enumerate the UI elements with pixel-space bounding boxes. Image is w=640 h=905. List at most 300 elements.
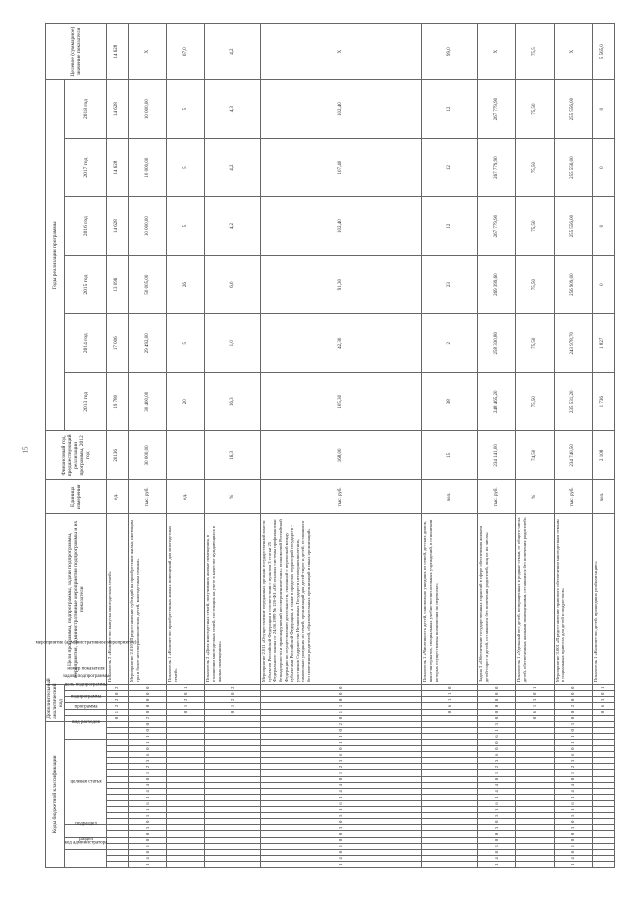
target-value-cell: 99,0 bbox=[422, 24, 478, 80]
code-digit-cell bbox=[592, 727, 614, 733]
value-2015-cell: 23 bbox=[422, 255, 478, 314]
code-digit-cell bbox=[167, 752, 205, 758]
unit-cell: чел. bbox=[422, 480, 478, 514]
value-2017-cell: 0 bbox=[592, 138, 614, 197]
code-digit-cell bbox=[592, 776, 614, 782]
code-digit-cell: 0 bbox=[516, 691, 554, 697]
table-row bbox=[107, 24, 129, 868]
code-digit-cell: 0 bbox=[478, 685, 516, 691]
value-2016-cell: 255 556,00 bbox=[554, 197, 592, 256]
code-digit-cell bbox=[516, 764, 554, 770]
code-digit-cell bbox=[422, 746, 478, 752]
value-2018-cell: 12 bbox=[422, 80, 478, 139]
code-digit-cell bbox=[516, 813, 554, 819]
code-digit-cell: 6 bbox=[478, 752, 516, 758]
code-digit-cell bbox=[516, 825, 554, 831]
code-digit-cell bbox=[167, 837, 205, 843]
value-2013-cell: 248 465,20 bbox=[478, 372, 516, 431]
code-digit-cell: 0 bbox=[478, 709, 516, 715]
value-2016-cell: 5 bbox=[167, 197, 205, 256]
code-digit-cell bbox=[592, 807, 614, 813]
event-code-header: мероприятие (административное мероприятие) bbox=[65, 691, 107, 697]
code-digit-cell: 0 bbox=[478, 819, 516, 825]
indicator-name-cell: Показатель 1 «Численность детей, самовольно ушедших из семей, детских домов, школ-интернатов, специальных учебно-воспитательных учреждений, в отношении которых осуществлены полномочия по перевозке» bbox=[422, 514, 478, 685]
code-digit-cell bbox=[107, 782, 129, 788]
value-2013-cell: 105,30 bbox=[261, 372, 422, 431]
code-digit-cell bbox=[592, 855, 614, 861]
code-digit-cell: 0 bbox=[554, 831, 592, 837]
code-digit-cell: 1 bbox=[516, 703, 554, 709]
table-row bbox=[592, 24, 614, 868]
indicator-name-cell: Показатель 2 «Доля многодетных семей, получивших жилые помещения, в отношении многодетных семей, состоящих на учете в качестве нуждающихся в жилых помещениях» bbox=[205, 514, 261, 685]
code-digit-cell: 0 bbox=[128, 703, 166, 709]
code-digit-cell: 0 bbox=[261, 819, 422, 825]
code-digit-cell bbox=[205, 727, 261, 733]
code-digit-cell bbox=[167, 807, 205, 813]
code-digit-cell bbox=[205, 800, 261, 806]
value-2014-cell: 258 330,80 bbox=[478, 314, 516, 373]
code-digit-cell bbox=[205, 776, 261, 782]
code-digit-cell bbox=[107, 843, 129, 849]
code-digit-cell bbox=[107, 776, 129, 782]
code-digit-cell: 1 bbox=[478, 770, 516, 776]
base-year-header: Финансовый год, предшествующий реализации программы, 2012 год bbox=[46, 431, 107, 480]
code-digit-cell: 0 bbox=[478, 776, 516, 782]
code-digit-cell bbox=[167, 733, 205, 739]
code-digit-cell: 2 bbox=[128, 764, 166, 770]
code-digit-cell bbox=[167, 740, 205, 746]
code-digit-cell bbox=[167, 715, 205, 721]
code-digit-cell: 5 bbox=[128, 813, 166, 819]
code-digit-cell: 1 bbox=[261, 703, 422, 709]
code-digit-cell bbox=[167, 819, 205, 825]
code-digit-cell bbox=[167, 764, 205, 770]
value-2017-cell: 12 bbox=[422, 138, 478, 197]
code-digit-cell bbox=[516, 727, 554, 733]
code-digit-cell bbox=[107, 733, 129, 739]
code-digit-cell bbox=[167, 721, 205, 727]
code-digit-cell: 0 bbox=[554, 697, 592, 703]
code-digit-cell: 6 bbox=[128, 800, 166, 806]
base-year-value-cell: 168,00 bbox=[261, 431, 422, 480]
code-digit-cell bbox=[107, 788, 129, 794]
code-digit-cell bbox=[422, 843, 478, 849]
code-digit-cell bbox=[422, 819, 478, 825]
unit-cell: чел. bbox=[592, 480, 614, 514]
code-digit-cell bbox=[422, 800, 478, 806]
value-2018-cell: 255 556,00 bbox=[554, 80, 592, 139]
task-code-header: задача подпрограммы bbox=[65, 697, 107, 703]
value-2017-cell: 10 000,00 bbox=[128, 138, 166, 197]
year-2018-header: 2018 год bbox=[65, 80, 107, 139]
code-digit-cell bbox=[422, 715, 478, 721]
code-digit-cell: 0 bbox=[478, 697, 516, 703]
base-year-value-cell: 16,3 bbox=[205, 431, 261, 480]
code-digit-cell: 3 bbox=[478, 758, 516, 764]
code-digit-cell bbox=[107, 849, 129, 855]
code-digit-cell: 1 bbox=[554, 807, 592, 813]
table-body bbox=[107, 24, 615, 868]
code-digit-cell: 1 bbox=[261, 733, 422, 739]
code-digit-cell bbox=[516, 752, 554, 758]
value-2014-cell: 42,30 bbox=[261, 314, 422, 373]
value-2016-cell: 12 bbox=[422, 197, 478, 256]
base-year-value-cell bbox=[167, 431, 205, 480]
code-digit-cell: 8 bbox=[128, 849, 166, 855]
code-digit-cell bbox=[167, 776, 205, 782]
target-header: Целевое (суммарное) значение показателя bbox=[46, 24, 107, 80]
code-digit-cell bbox=[167, 855, 205, 861]
code-digit-cell bbox=[205, 813, 261, 819]
code-digit-cell: 3 bbox=[516, 697, 554, 703]
code-digit-cell bbox=[516, 758, 554, 764]
code-digit-cell: 8 bbox=[261, 849, 422, 855]
code-digit-cell: 1 bbox=[167, 685, 205, 691]
code-digit-cell bbox=[205, 740, 261, 746]
code-digit-cell: 1 bbox=[554, 740, 592, 746]
indicator-name-cell: Задача 3 «Обеспечение государственных гарантий в сфере обеспечения жильем детей-сирот и детей, оставшихся без попечения родителей, лиц из их числа» bbox=[478, 514, 516, 685]
code-digit-cell: 0 bbox=[554, 837, 592, 843]
value-2015-cell: 91,30 bbox=[261, 255, 422, 314]
code-digit-cell bbox=[592, 770, 614, 776]
code-digit-cell bbox=[107, 807, 129, 813]
code-digit-cell bbox=[422, 788, 478, 794]
code-digit-cell bbox=[107, 831, 129, 837]
code-digit-cell: 0 bbox=[128, 837, 166, 843]
target-value-cell: 75,5 bbox=[516, 24, 554, 80]
value-2013-cell: 38 bbox=[422, 372, 478, 431]
unit-cell: тыс. руб. bbox=[261, 480, 422, 514]
code-digit-cell bbox=[107, 819, 129, 825]
code-digit-cell: 0 bbox=[261, 697, 422, 703]
code-digit-cell: 8 bbox=[478, 849, 516, 855]
page-number: 15 bbox=[21, 446, 30, 454]
target-article-header: целевая статья bbox=[65, 740, 107, 825]
code-digit-cell bbox=[592, 752, 614, 758]
code-digit-cell: 0 bbox=[516, 715, 554, 721]
code-digit-cell: 0 bbox=[478, 740, 516, 746]
code-digit-cell: 2 bbox=[205, 685, 261, 691]
code-digit-cell: 0 bbox=[478, 691, 516, 697]
code-digit-cell bbox=[107, 721, 129, 727]
unit-cell: тыс. руб. bbox=[554, 480, 592, 514]
code-digit-cell: 0 bbox=[128, 709, 166, 715]
code-digit-cell: 1 bbox=[478, 861, 516, 867]
code-digit-cell: 1 bbox=[592, 685, 614, 691]
code-digit-cell bbox=[422, 831, 478, 837]
code-digit-cell: 0 bbox=[478, 703, 516, 709]
code-digit-cell: 1 bbox=[422, 697, 478, 703]
code-digit-cell bbox=[422, 740, 478, 746]
code-digit-cell bbox=[205, 861, 261, 867]
code-digit-cell bbox=[107, 855, 129, 861]
table-row bbox=[128, 24, 166, 868]
code-digit-cell: 0 bbox=[592, 691, 614, 697]
code-digit-cell bbox=[167, 843, 205, 849]
code-digit-cell: 3 bbox=[261, 825, 422, 831]
code-digit-cell: 0 bbox=[478, 831, 516, 837]
code-digit-cell: 3 bbox=[128, 825, 166, 831]
code-digit-cell: 0 bbox=[478, 837, 516, 843]
code-digit-cell bbox=[516, 800, 554, 806]
code-digit-cell: 2 bbox=[478, 764, 516, 770]
code-digit-cell bbox=[167, 758, 205, 764]
code-digit-cell bbox=[167, 794, 205, 800]
code-digit-cell bbox=[107, 727, 129, 733]
code-digit-cell: 0 bbox=[261, 685, 422, 691]
table-row bbox=[478, 24, 516, 868]
code-digit-cell bbox=[516, 861, 554, 867]
table-row bbox=[516, 24, 554, 868]
code-digit-cell: 3 bbox=[554, 721, 592, 727]
code-digit-cell: 4 bbox=[554, 788, 592, 794]
code-digit-cell: 5 bbox=[261, 813, 422, 819]
target-value-cell: 67,0 bbox=[167, 24, 205, 80]
value-2017-cell: 255 556,00 bbox=[554, 138, 592, 197]
code-digit-cell bbox=[205, 733, 261, 739]
code-digit-cell: 2 bbox=[261, 721, 422, 727]
code-digit-cell: 0 bbox=[128, 831, 166, 837]
code-digit-cell bbox=[422, 721, 478, 727]
value-2016-cell: 75,50 bbox=[516, 197, 554, 256]
section-header: раздел bbox=[65, 837, 107, 849]
code-digit-cell: 0 bbox=[128, 727, 166, 733]
code-digit-cell bbox=[205, 831, 261, 837]
base-year-value-cell: 2 108 bbox=[592, 431, 614, 480]
code-digit-cell: 1 bbox=[128, 807, 166, 813]
value-2017-cell: 267 779,90 bbox=[478, 138, 516, 197]
value-2015-cell: 50 005,00 bbox=[128, 255, 166, 314]
goals-header: Цели программы, подпрограммы, задачи подпрограммы, мероприятия, административные мероприятия подпрограммы и их показатели bbox=[46, 514, 107, 685]
code-digit-cell bbox=[516, 788, 554, 794]
indicator-name-cell: Показатель 1 «Количество детей, прошедших реабилитацию» bbox=[592, 514, 614, 685]
code-digit-cell: 3 bbox=[128, 758, 166, 764]
code-digit-cell bbox=[592, 831, 614, 837]
code-digit-cell bbox=[592, 794, 614, 800]
code-digit-cell bbox=[592, 740, 614, 746]
code-digit-cell bbox=[107, 752, 129, 758]
code-digit-cell: 6 bbox=[128, 752, 166, 758]
indicator-name-cell: Мероприятие 3.001 «Предоставление правового обеспечения многодетным семьям в социальных приютах для детей и подростков» bbox=[554, 514, 592, 685]
code-digit-cell: 0 bbox=[107, 715, 129, 721]
indicator-name-cell: Показатель 1 «Удельный вес детей, возвращенных в родные семьи, от общего числа детей, обеспеченных жилыми помещениями, оставшихся без попечения родителей» bbox=[516, 514, 554, 685]
code-digit-cell: 1 bbox=[261, 770, 422, 776]
value-2018-cell: 10 000,00 bbox=[128, 80, 166, 139]
code-digit-cell: 0 bbox=[554, 715, 592, 721]
code-digit-cell: 4 bbox=[554, 855, 592, 861]
code-digit-cell bbox=[422, 764, 478, 770]
code-digit-cell: 3 bbox=[261, 758, 422, 764]
code-digit-cell bbox=[205, 794, 261, 800]
year-2016-header: 2016 год bbox=[65, 197, 107, 256]
unit-cell: ед. bbox=[167, 480, 205, 514]
subprogram-code-header: подпрограмма bbox=[65, 709, 107, 715]
code-digit-cell: 4 bbox=[261, 782, 422, 788]
code-digit-cell: 0 bbox=[478, 746, 516, 752]
code-digit-cell bbox=[205, 855, 261, 861]
code-digit-cell: 1 bbox=[478, 843, 516, 849]
code-digit-cell bbox=[516, 837, 554, 843]
code-digit-cell: 1 bbox=[128, 770, 166, 776]
code-digit-cell: 2 bbox=[128, 715, 166, 721]
code-digit-cell bbox=[167, 746, 205, 752]
code-digit-cell bbox=[205, 782, 261, 788]
code-digit-cell bbox=[422, 758, 478, 764]
code-digit-cell: 1 bbox=[205, 703, 261, 709]
budget-codes-header: Коды бюджетной классификации bbox=[46, 721, 65, 867]
value-2018-cell: 75,50 bbox=[516, 80, 554, 139]
code-digit-cell bbox=[107, 861, 129, 867]
code-digit-cell bbox=[422, 825, 478, 831]
code-digit-cell: 0 bbox=[261, 837, 422, 843]
value-2013-cell: 1 736 bbox=[592, 372, 614, 431]
code-digit-cell bbox=[205, 819, 261, 825]
code-digit-cell bbox=[592, 813, 614, 819]
code-digit-cell: 4 bbox=[128, 782, 166, 788]
code-digit-cell: 0 bbox=[554, 685, 592, 691]
code-digit-cell: 0 bbox=[205, 709, 261, 715]
table-row bbox=[261, 24, 422, 868]
value-2017-cell: 107,40 bbox=[261, 138, 422, 197]
code-digit-cell bbox=[592, 758, 614, 764]
code-digit-cell bbox=[592, 825, 614, 831]
code-digit-cell bbox=[422, 807, 478, 813]
code-digit-cell bbox=[516, 794, 554, 800]
code-digit-cell: 1 bbox=[422, 691, 478, 697]
code-digit-cell bbox=[516, 740, 554, 746]
value-2015-cell: 269 399,60 bbox=[478, 255, 516, 314]
code-digit-cell: 1 bbox=[554, 770, 592, 776]
code-digit-cell bbox=[516, 855, 554, 861]
value-2013-cell: 235 531,20 bbox=[554, 372, 592, 431]
code-digit-cell bbox=[516, 721, 554, 727]
code-digit-cell bbox=[592, 849, 614, 855]
code-digit-cell: 2 bbox=[554, 764, 592, 770]
target-value-cell: X bbox=[554, 24, 592, 80]
code-digit-cell bbox=[592, 764, 614, 770]
value-2014-cell: 5 bbox=[167, 314, 205, 373]
target-value-cell: 14 628 bbox=[107, 24, 129, 80]
code-digit-cell: 2 bbox=[205, 697, 261, 703]
code-digit-cell: 6 bbox=[592, 703, 614, 709]
code-digit-cell bbox=[107, 746, 129, 752]
code-digit-cell bbox=[592, 715, 614, 721]
value-2014-cell: 1,0 bbox=[205, 314, 261, 373]
year-2017-header: 2017 год bbox=[65, 138, 107, 197]
value-2015-cell: 75,50 bbox=[516, 255, 554, 314]
code-digit-cell: 0 bbox=[554, 819, 592, 825]
code-digit-cell bbox=[422, 727, 478, 733]
base-year-value-cell: 30 000,00 bbox=[128, 431, 166, 480]
base-year-value-cell: 15 bbox=[422, 431, 478, 480]
code-digit-cell bbox=[422, 733, 478, 739]
code-digit-cell bbox=[205, 807, 261, 813]
code-digit-cell bbox=[107, 825, 129, 831]
code-digit-cell bbox=[422, 849, 478, 855]
code-digit-cell bbox=[205, 764, 261, 770]
code-digit-cell: 6 bbox=[261, 752, 422, 758]
target-value-cell: X bbox=[128, 24, 166, 80]
value-2013-cell: 19 780 bbox=[107, 372, 129, 431]
base-year-value-cell: 20136 bbox=[107, 431, 129, 480]
code-digit-cell: 1 bbox=[554, 843, 592, 849]
code-digit-cell bbox=[167, 800, 205, 806]
code-digit-cell bbox=[167, 825, 205, 831]
code-digit-cell bbox=[107, 837, 129, 843]
code-digit-cell bbox=[205, 825, 261, 831]
code-digit-cell: 4 bbox=[478, 782, 516, 788]
code-digit-cell: 0 bbox=[592, 709, 614, 715]
value-2014-cell: 243 978,70 bbox=[554, 314, 592, 373]
program-indicators-table bbox=[35, 23, 615, 868]
code-digit-cell: 1 bbox=[261, 709, 422, 715]
code-digit-cell: 3 bbox=[478, 825, 516, 831]
code-digit-cell bbox=[516, 849, 554, 855]
code-digit-cell: 0 bbox=[128, 746, 166, 752]
value-2016-cell: 10 000,00 bbox=[128, 197, 166, 256]
code-digit-cell bbox=[167, 813, 205, 819]
code-digit-cell: 1 bbox=[261, 740, 422, 746]
code-digit-cell bbox=[592, 837, 614, 843]
code-digit-cell: 1 bbox=[261, 861, 422, 867]
code-digit-cell: 3 bbox=[554, 825, 592, 831]
code-digit-cell bbox=[422, 752, 478, 758]
code-digit-cell: 1 bbox=[478, 807, 516, 813]
code-digit-cell bbox=[422, 776, 478, 782]
value-2018-cell: 14 628 bbox=[107, 80, 129, 139]
code-digit-cell: 1 bbox=[261, 794, 422, 800]
code-digit-cell: 4 bbox=[554, 782, 592, 788]
value-2015-cell: 0 bbox=[592, 255, 614, 314]
code-digit-cell bbox=[167, 861, 205, 867]
code-digit-cell bbox=[516, 819, 554, 825]
unit-header: Единица измерения bbox=[46, 480, 107, 514]
value-2013-cell: 75,50 bbox=[516, 372, 554, 431]
code-digit-cell bbox=[592, 843, 614, 849]
code-digit-cell: 8 bbox=[554, 849, 592, 855]
code-digit-cell: 0 bbox=[261, 831, 422, 837]
base-year-value-cell: 234 141,00 bbox=[478, 431, 516, 480]
code-digit-cell: 2 bbox=[554, 703, 592, 709]
program-years-header: Годы реализации программы bbox=[46, 80, 65, 431]
value-2016-cell: 4,2 bbox=[205, 197, 261, 256]
code-digit-cell: 3 bbox=[554, 758, 592, 764]
value-2018-cell: 4,3 bbox=[205, 80, 261, 139]
code-digit-cell bbox=[516, 776, 554, 782]
code-digit-cell: 0 bbox=[261, 727, 422, 733]
code-digit-cell: 0 bbox=[554, 691, 592, 697]
code-digit-cell: 1 bbox=[478, 727, 516, 733]
code-digit-cell: 4 bbox=[478, 788, 516, 794]
code-digit-cell: 6 bbox=[422, 703, 478, 709]
code-digit-cell bbox=[107, 800, 129, 806]
code-digit-cell: 2 bbox=[107, 697, 129, 703]
code-digit-cell bbox=[516, 782, 554, 788]
code-digit-cell bbox=[107, 764, 129, 770]
code-digit-cell: 0 bbox=[554, 727, 592, 733]
code-digit-cell bbox=[205, 788, 261, 794]
code-digit-cell: 1 bbox=[478, 794, 516, 800]
code-digit-cell bbox=[516, 843, 554, 849]
code-digit-cell: 0 bbox=[261, 776, 422, 782]
rotated-table-wrapper bbox=[35, 23, 615, 868]
expense-type-header: вид расходов bbox=[65, 721, 107, 739]
code-digit-cell: 0 bbox=[128, 776, 166, 782]
code-digit-cell bbox=[167, 849, 205, 855]
year-2015-header: 2015 год bbox=[65, 255, 107, 314]
code-digit-cell: 4 bbox=[478, 855, 516, 861]
code-digit-cell: 1 bbox=[554, 733, 592, 739]
